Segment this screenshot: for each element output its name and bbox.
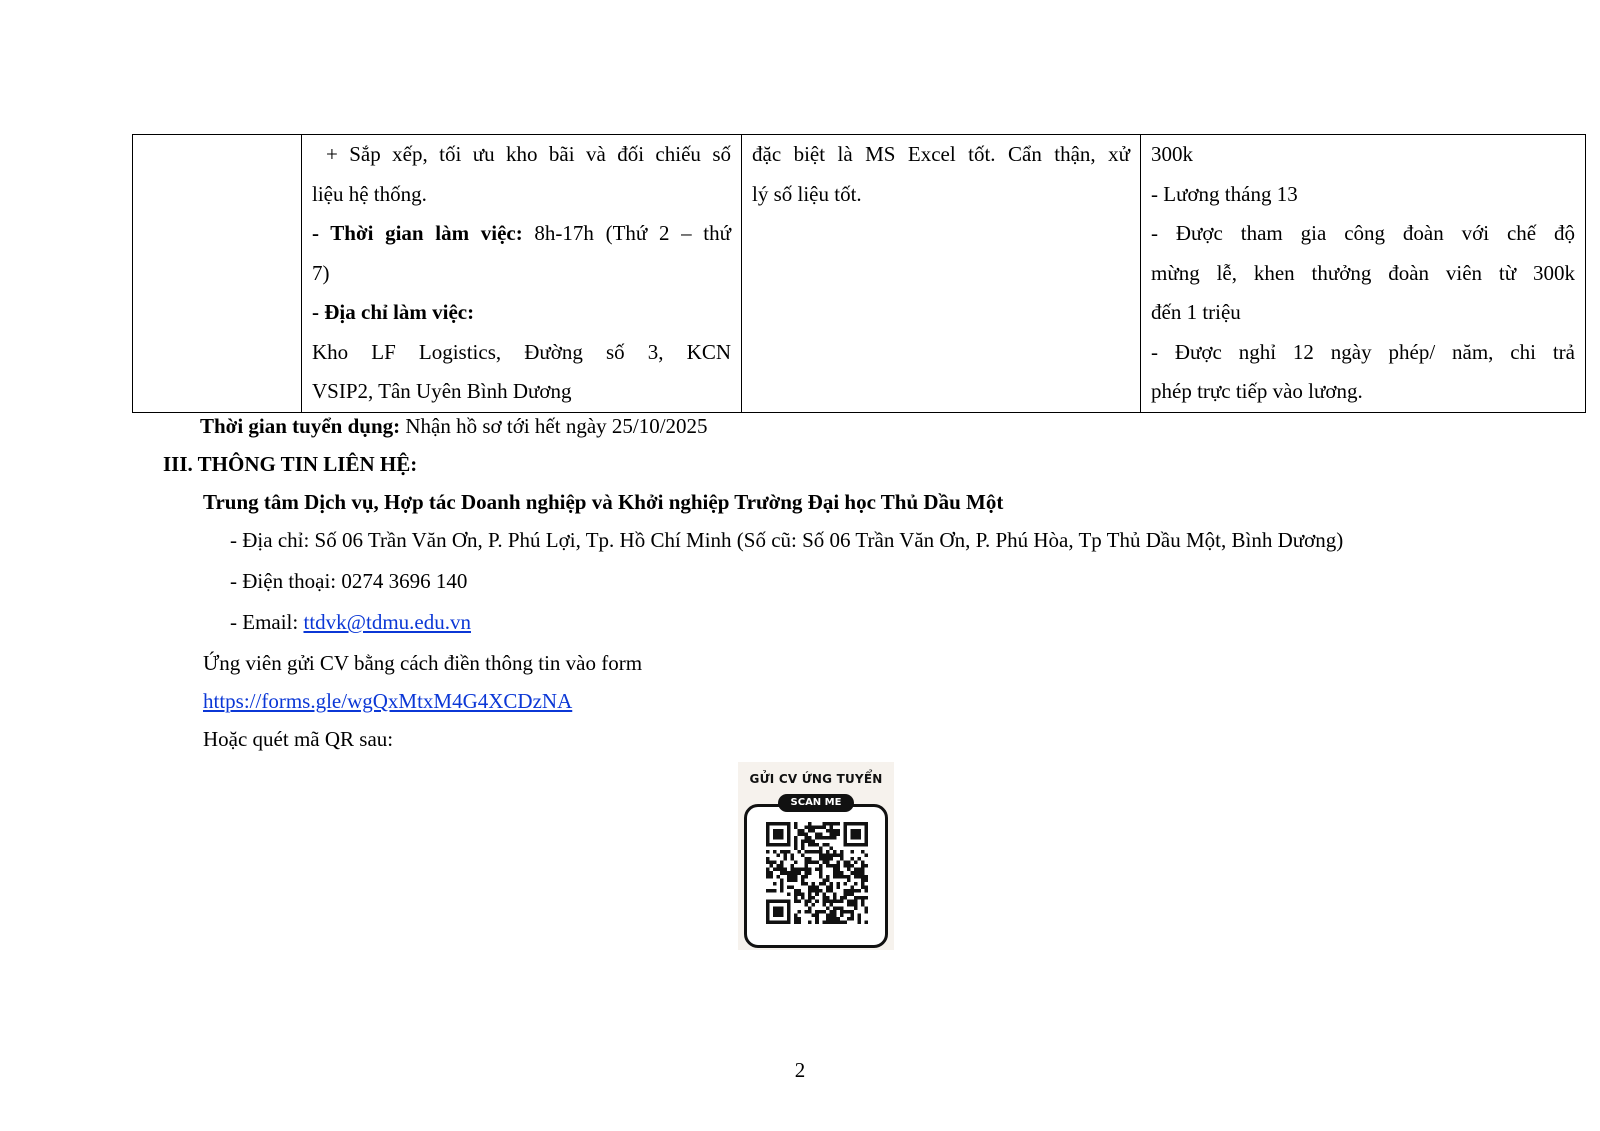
address-label: - Địa chỉ làm việc: [312,300,475,324]
requirement-line: lý số liệu tốt. [752,181,862,206]
benefit-line: 300k [1151,142,1193,166]
email-label: - Email: [230,610,299,634]
contact-heading: III. THÔNG TIN LIÊN HỆ: [163,452,418,476]
form-link-line [203,691,572,712]
email-link[interactable]: ttdvk@tdmu.edu.vn [303,610,471,634]
benefit-line: đến 1 triệu [1151,300,1241,324]
cv-instruction: Ứng viên gửi CV bằng cách điền thông tin vào form [203,651,643,675]
qr-card [738,762,894,950]
address-line: Kho LF Logistics, Đường số 3, KCN [312,339,731,364]
table-row [133,135,1586,413]
benefit-line: - Lương tháng 13 [1151,181,1298,206]
benefit-line: mừng lễ, khen thưởng đoàn viên từ 300k [1151,260,1575,285]
address-label-line [312,293,731,333]
recruit-label: Thời gian tuyển dụng: [200,414,401,438]
job-table [132,134,1586,413]
qr-code-icon[interactable] [766,822,868,924]
scan-me-badge: SCAN ME [778,794,854,812]
description-line: liệu hệ thống. [312,181,427,206]
table-cell-empty [133,135,302,413]
work-time-value-cont: 7) [312,260,330,285]
benefit-line: phép trực tiếp vào lương. [1151,379,1363,403]
recruit-value: Nhận hồ sơ tới hết ngày 25/10/2025 [405,414,708,438]
form-link[interactable]: https://forms.gle/wgQxMtxM4G4XCDzNA [203,689,573,713]
address-line: VSIP2, Tân Uyên Bình Dương [312,379,572,403]
contact-email-line [230,612,471,633]
table-cell-requirements [742,135,1141,413]
table-cell-description [302,135,742,413]
table-cell-benefits [1141,135,1586,413]
work-time-value: 8h-17h (Thứ 2 – thứ [534,221,732,245]
contact-address: - Địa chỉ: Số 06 Trần Văn Ơn, P. Phú Lợi, Tp. Hồ Chí Minh (Số cũ: Số 06 Trần Văn Ơn, P. Phú Hòa, Tp Thủ Dầu Một, Bình Dương) [230,528,1344,552]
contact-phone: - Điện thoại: 0274 3696 140 [230,569,468,593]
contact-org: Trung tâm Dịch vụ, Hợp tác Doanh nghiệp và Khởi nghiệp Trường Đại học Thủ Dầu Một [203,490,1004,514]
requirement-line: đặc biệt là MS Excel tốt. Cẩn thận, xử [752,142,1130,166]
qr-title: GỬI CV ỨNG TUYỂN [749,772,883,786]
work-time-line [312,214,731,254]
description-line: + Sắp xếp, tối ưu kho bãi và đối chiếu số [326,142,731,166]
qr-instruction: Hoặc quét mã QR sau: [203,727,394,751]
recruit-deadline [200,416,708,437]
page-number: 2 [794,1058,806,1082]
work-time-label: - Thời gian làm việc: [312,221,523,245]
benefit-line: - Được nghỉ 12 ngày phép/ năm, chi trả [1151,339,1575,364]
benefit-line: - Được tham gia công đoàn với chế độ [1151,221,1575,245]
